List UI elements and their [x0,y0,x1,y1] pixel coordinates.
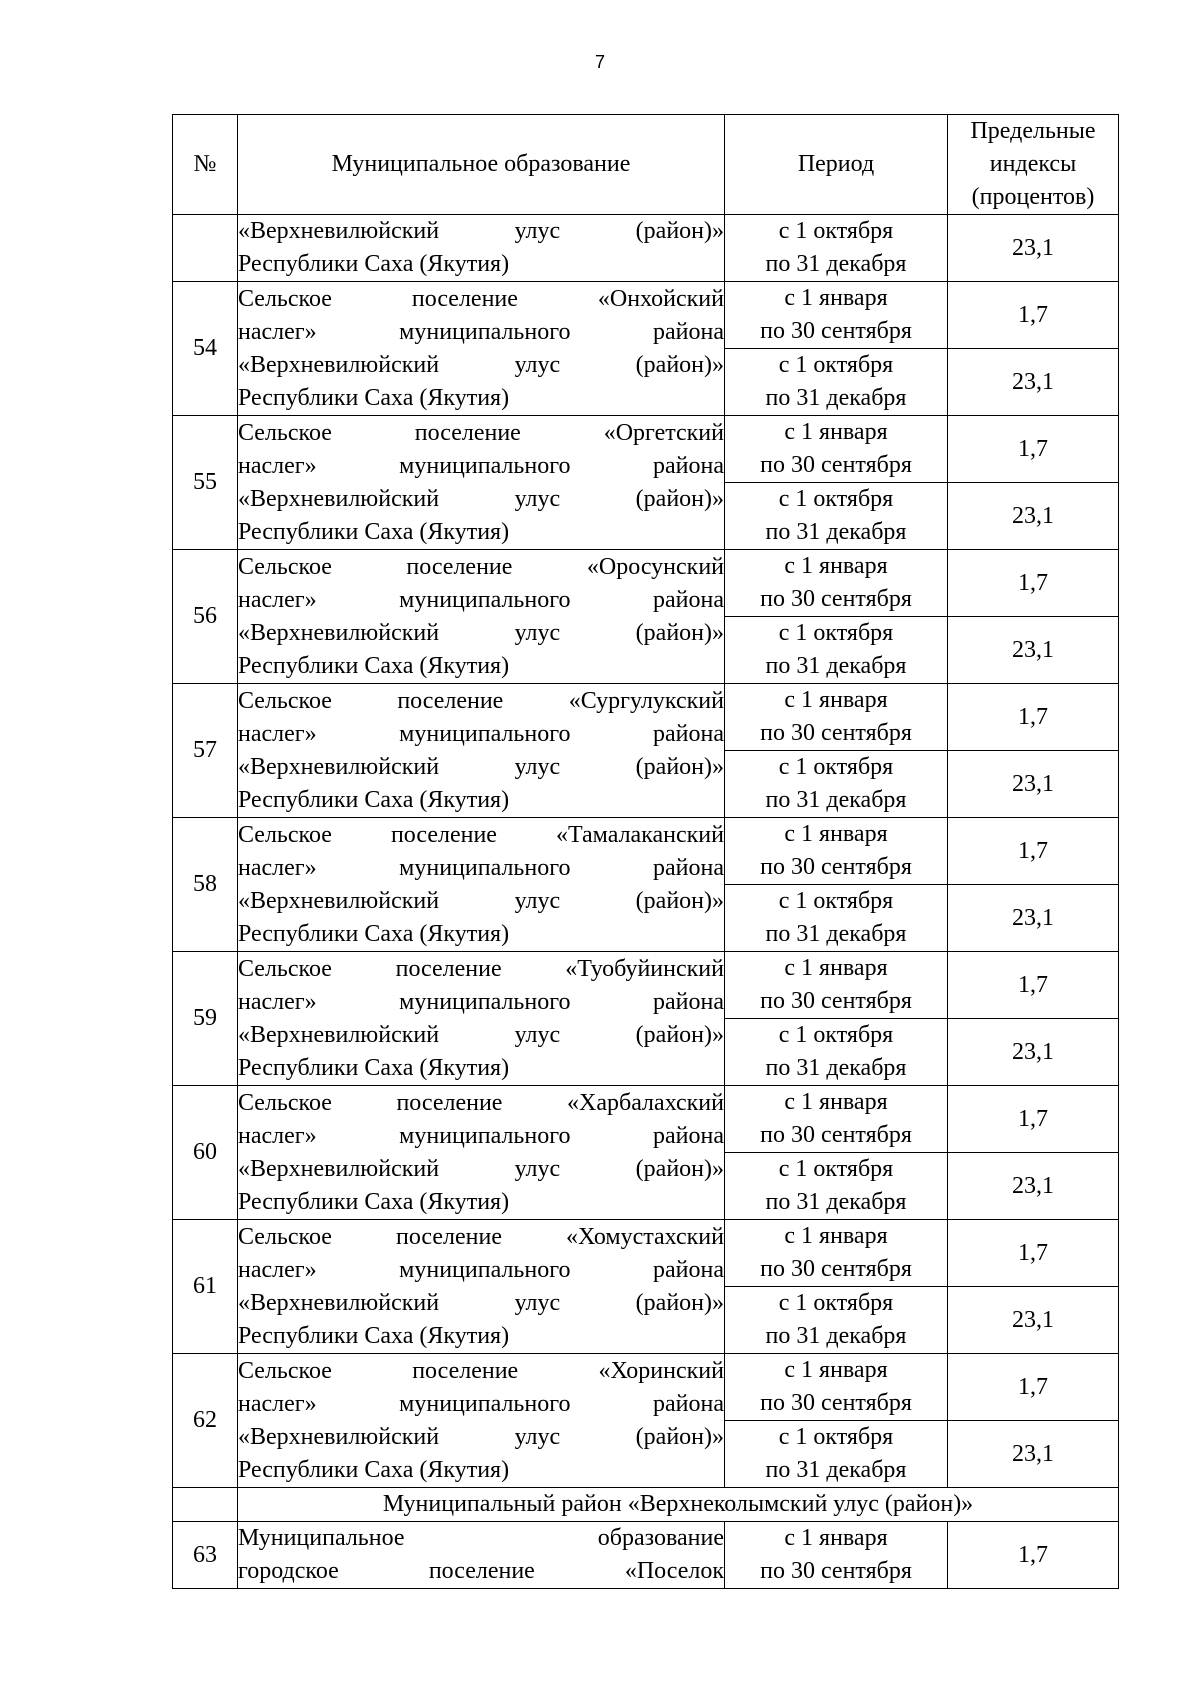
table-row [173,1354,1119,1421]
period-line: по 31 декабря [765,1323,907,1349]
municipality-name [238,684,725,818]
row-number: 62 [173,1354,238,1488]
name-line: «Верхневилюйский улус (район)» [238,1289,724,1316]
name-line: Сельское поселение «Оросунский [238,553,724,580]
name-line: «Верхневилюйский улус (район)» [238,218,724,244]
name-line: наслег» муниципального района [238,988,724,1015]
table-row [173,282,1119,349]
period-line: по 31 декабря [765,519,907,545]
page-number: 7 [594,52,605,72]
period-line: по 30 сентября [760,1558,912,1584]
table-row [173,1220,1119,1287]
header-index-line: (процентов) [971,184,1095,210]
period-line: с 1 октября [778,620,894,646]
period-cell [725,952,948,1019]
period-line: по 31 декабря [765,653,907,679]
row-number-empty [173,215,238,282]
period-cell [725,282,948,349]
municipality-name [238,1220,725,1354]
period-line: по 31 декабря [765,787,907,813]
table-row [173,952,1119,1019]
name-line: наслег» муниципального района [238,1256,724,1283]
name-line: «Верхневилюйский улус (район)» [238,753,724,780]
period-line: с 1 октября [778,1022,894,1048]
period-line: с 1 января [784,285,888,311]
header-municipality: Муниципальное образование [238,115,725,215]
name-line: наслег» муниципального района [238,1390,724,1417]
index-value: 23,1 [948,483,1119,550]
name-line: «Верхневилюйский улус (район)» [238,351,724,378]
municipality-name [238,1522,725,1589]
period-line: по 30 сентября [760,1122,912,1148]
period-cell [725,684,948,751]
period-line: с 1 января [784,419,888,445]
period-cell [725,617,948,684]
table-row [173,1522,1119,1589]
period-line: с 1 октября [778,352,894,378]
municipality-name [238,1086,725,1220]
name-line: «Верхневилюйский улус (район)» [238,619,724,646]
row-number: 63 [173,1522,238,1589]
table-row [173,684,1119,751]
period-line: с 1 января [784,553,888,579]
name-line: «Верхневилюйский улус (район)» [238,887,724,914]
index-value: 23,1 [948,617,1119,684]
period-line: по 31 декабря [765,251,907,277]
period-line: по 31 декабря [765,1189,907,1215]
name-line: Муниципальное образование [238,1525,724,1551]
period-cell [725,751,948,818]
period-line: по 30 сентября [760,988,912,1014]
row-number: 54 [173,282,238,416]
header-index-line: Предельные [970,118,1096,144]
name-line: Сельское поселение «Туобуйинский [238,955,724,982]
name-line: Сельское поселение «Харбалахский [238,1089,724,1116]
table-row [173,1086,1119,1153]
municipality-name [238,818,725,952]
name-line: наслег» муниципального района [238,854,724,881]
period-line: по 31 декабря [765,385,907,411]
index-value: 1,7 [948,952,1119,1019]
name-line: Сельское поселение «Сургулукский [238,687,724,714]
row-number: 57 [173,684,238,818]
period-cell [725,1019,948,1086]
header-number: № [173,115,238,215]
name-line: «Верхневилюйский улус (район)» [238,1021,724,1048]
period-cell [725,1086,948,1153]
period-line: по 30 сентября [760,452,912,478]
row-number: 61 [173,1220,238,1354]
period-line: с 1 января [784,1357,888,1383]
name-line: Республики Саха (Якутия) [238,920,510,947]
index-value: 23,1 [948,751,1119,818]
table-header-row [173,115,1119,215]
name-line: Республики Саха (Якутия) [238,786,510,813]
period-cell [725,1220,948,1287]
index-value: 1,7 [948,1354,1119,1421]
period-line: по 30 сентября [760,1390,912,1416]
municipality-name [238,550,725,684]
row-number: 56 [173,550,238,684]
name-line: наслег» муниципального района [238,318,724,345]
period-line: с 1 января [784,1525,888,1551]
name-line: «Верхневилюйский улус (район)» [238,1423,724,1450]
name-line: Республики Саха (Якутия) [238,518,510,545]
period-line: с 1 октября [778,888,894,914]
index-value: 23,1 [948,349,1119,416]
period-line: по 30 сентября [760,1256,912,1282]
period-line: по 30 сентября [760,318,912,344]
table-row-continuation [173,215,1119,282]
name-line: Сельское поселение «Хомустахский [238,1223,724,1250]
period-cell [725,1354,948,1421]
index-value: 1,7 [948,282,1119,349]
period-line: по 31 декабря [765,1055,907,1081]
name-line: Сельское поселение «Онхойский [238,285,724,312]
municipality-name [238,215,725,282]
index-value: 1,7 [948,416,1119,483]
index-value: 23,1 [948,885,1119,952]
header-period: Период [725,115,948,215]
name-line: Республики Саха (Якутия) [238,384,510,411]
row-number: 55 [173,416,238,550]
period-line: по 30 сентября [760,854,912,880]
header-index-line: индексы [989,151,1077,177]
period-cell [725,1153,948,1220]
name-line: Республики Саха (Якутия) [238,1054,510,1081]
indices-table [172,114,1119,1589]
period-line: по 30 сентября [760,586,912,612]
name-line: наслег» муниципального района [238,586,724,613]
name-line: «Верхневилюйский улус (район)» [238,485,724,512]
name-line: Сельское поселение «Тамалаканский [238,821,724,848]
period-line: с 1 января [784,1223,888,1249]
row-number: 59 [173,952,238,1086]
table-row [173,818,1119,885]
period-cell [725,885,948,952]
index-value: 23,1 [948,215,1119,282]
period-cell [725,550,948,617]
index-value: 23,1 [948,1287,1119,1354]
municipality-name [238,1354,725,1488]
period-line: с 1 октября [778,1290,894,1316]
period-line: с 1 октября [778,1424,894,1450]
name-line: наслег» муниципального района [238,452,724,479]
name-line: наслег» муниципального района [238,1122,724,1149]
name-line: Республики Саха (Якутия) [238,1322,510,1349]
name-line: Республики Саха (Якутия) [238,1188,510,1215]
name-line: городское поселение «Поселок [238,1558,724,1584]
period-line: с 1 января [784,821,888,847]
index-value: 1,7 [948,1220,1119,1287]
index-value: 23,1 [948,1153,1119,1220]
name-line: Республики Саха (Якутия) [238,1456,510,1483]
table-row [173,550,1119,617]
index-value: 1,7 [948,818,1119,885]
period-line: с 1 октября [778,754,894,780]
index-value: 1,7 [948,684,1119,751]
period-cell [725,349,948,416]
period-cell [725,416,948,483]
period-cell [725,1522,948,1589]
period-cell [725,1287,948,1354]
period-cell [725,1421,948,1488]
index-value: 1,7 [948,1522,1119,1589]
section-title: Муниципальный район «Верхнеколымский улус (район)» [238,1488,1119,1522]
row-number: 58 [173,818,238,952]
section-number-empty [173,1488,238,1522]
table-row [173,416,1119,483]
period-line: с 1 октября [778,486,894,512]
name-line: Сельское поселение «Хоринский [238,1357,724,1384]
header-limit-index [948,115,1119,215]
row-number: 60 [173,1086,238,1220]
period-line: с 1 января [784,1089,888,1115]
period-line: с 1 октября [778,1156,894,1182]
name-line: Сельское поселение «Оргетский [238,419,724,446]
name-line: Республики Саха (Якутия) [238,251,510,277]
period-line: по 30 сентября [760,720,912,746]
name-line: наслег» муниципального района [238,720,724,747]
period-cell [725,483,948,550]
municipality-name [238,282,725,416]
municipality-name [238,416,725,550]
index-value: 1,7 [948,550,1119,617]
period-line: по 31 декабря [765,1457,907,1483]
period-cell [725,818,948,885]
section-row [173,1488,1119,1522]
name-line: Республики Саха (Якутия) [238,652,510,679]
period-line: по 31 декабря [765,921,907,947]
name-line: «Верхневилюйский улус (район)» [238,1155,724,1182]
index-value: 23,1 [948,1019,1119,1086]
period-line: с 1 октября [778,218,894,244]
period-cell [725,215,948,282]
period-line: с 1 января [784,955,888,981]
index-value: 1,7 [948,1086,1119,1153]
index-value: 23,1 [948,1421,1119,1488]
period-line: с 1 января [784,687,888,713]
municipality-name [238,952,725,1086]
